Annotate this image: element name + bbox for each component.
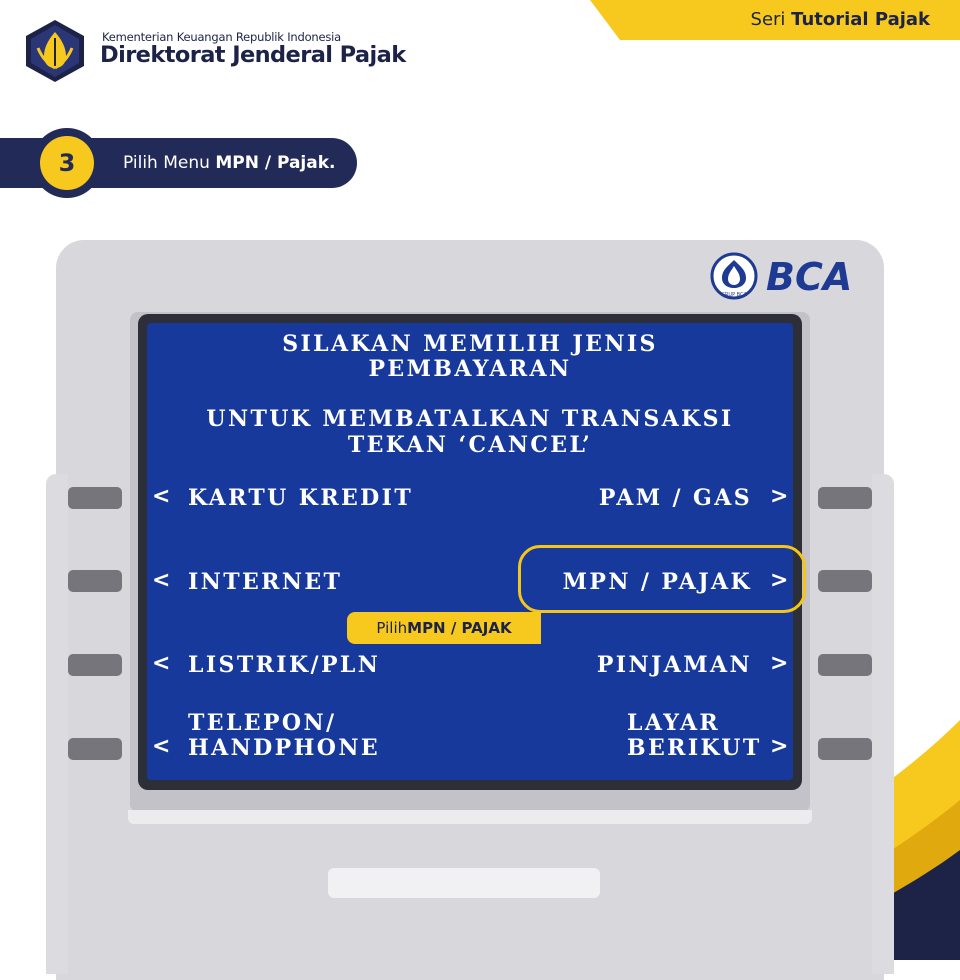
atm-side-button-right-2[interactable] [818,570,872,592]
arrow-right-icon: > [770,568,789,593]
mpn-pajak-highlight [518,545,806,613]
atm-side-button-left-3[interactable] [68,654,122,676]
card-slot[interactable] [328,868,600,898]
atm-side-button-left-1[interactable] [68,487,122,509]
ministry-emblem-icon [22,18,88,84]
option-layar-line2[interactable]: BERIKUT [627,735,762,761]
screen-cancel-line1: UNTUK MEMBATALKAN TRANSAKSI [206,406,734,432]
screen-ledge [128,810,812,824]
option-kartu-kredit[interactable]: KARTU KREDIT [188,485,414,511]
screen-cancel-line2: TEKAN ‘CANCEL’ [347,432,593,458]
callout-bold: MPN / PAJAK [407,619,512,637]
series-title: Tutorial Pajak [791,9,930,30]
ministry-name: Kementerian Keuangan Republik Indonesia [102,30,342,44]
atm-side-right [872,474,894,974]
option-telepon-line2[interactable]: HANDPHONE [188,735,381,761]
option-telepon-line1[interactable]: TELEPON/ [188,710,337,736]
atm-side-left [46,474,68,974]
directorate-name: Direktorat Jenderal Pajak [100,42,406,68]
bca-logo [710,252,860,302]
option-listrik-pln[interactable]: LISTRIK/PLN [188,652,381,678]
bca-brand-text: BCA [766,255,853,299]
step-instruction [123,153,336,173]
callout-pilih-mpn [347,612,541,644]
arrow-left-icon: < [152,734,171,759]
option-mpn-pajak[interactable]: MPN / PAJAK [562,569,752,595]
atm-side-button-left-4[interactable] [68,738,122,760]
arrow-right-icon: > [770,734,789,759]
series-prefix: Seri [750,9,792,30]
arrow-left-icon: < [152,484,171,509]
option-internet[interactable]: INTERNET [188,569,343,595]
option-layar-line1[interactable]: LAYAR [627,710,721,736]
option-pam-gas[interactable]: PAM / GAS [598,485,752,511]
atm-side-button-right-3[interactable] [818,654,872,676]
step-text-prefix: Pilih Menu [123,153,216,173]
series-label [751,9,930,30]
screen-heading-line1: SILAKAN MEMILIH JENIS [282,331,658,357]
step-text-bold: MPN / Pajak. [215,153,336,173]
arrow-left-icon: < [152,651,171,676]
arrow-right-icon: > [770,484,789,509]
arrow-left-icon: < [152,568,171,593]
option-pinjaman[interactable]: PINJAMAN [596,652,752,678]
bca-sub-text: GRUP BCA [721,292,747,298]
atm-side-button-right-4[interactable] [818,738,872,760]
atm-side-button-right-1[interactable] [818,487,872,509]
step-number: 3 [40,136,94,190]
callout-prefix: Pilih [376,619,408,637]
atm-side-button-left-2[interactable] [68,570,122,592]
screen-heading-line2: PEMBAYARAN [368,356,572,382]
arrow-right-icon: > [770,651,789,676]
